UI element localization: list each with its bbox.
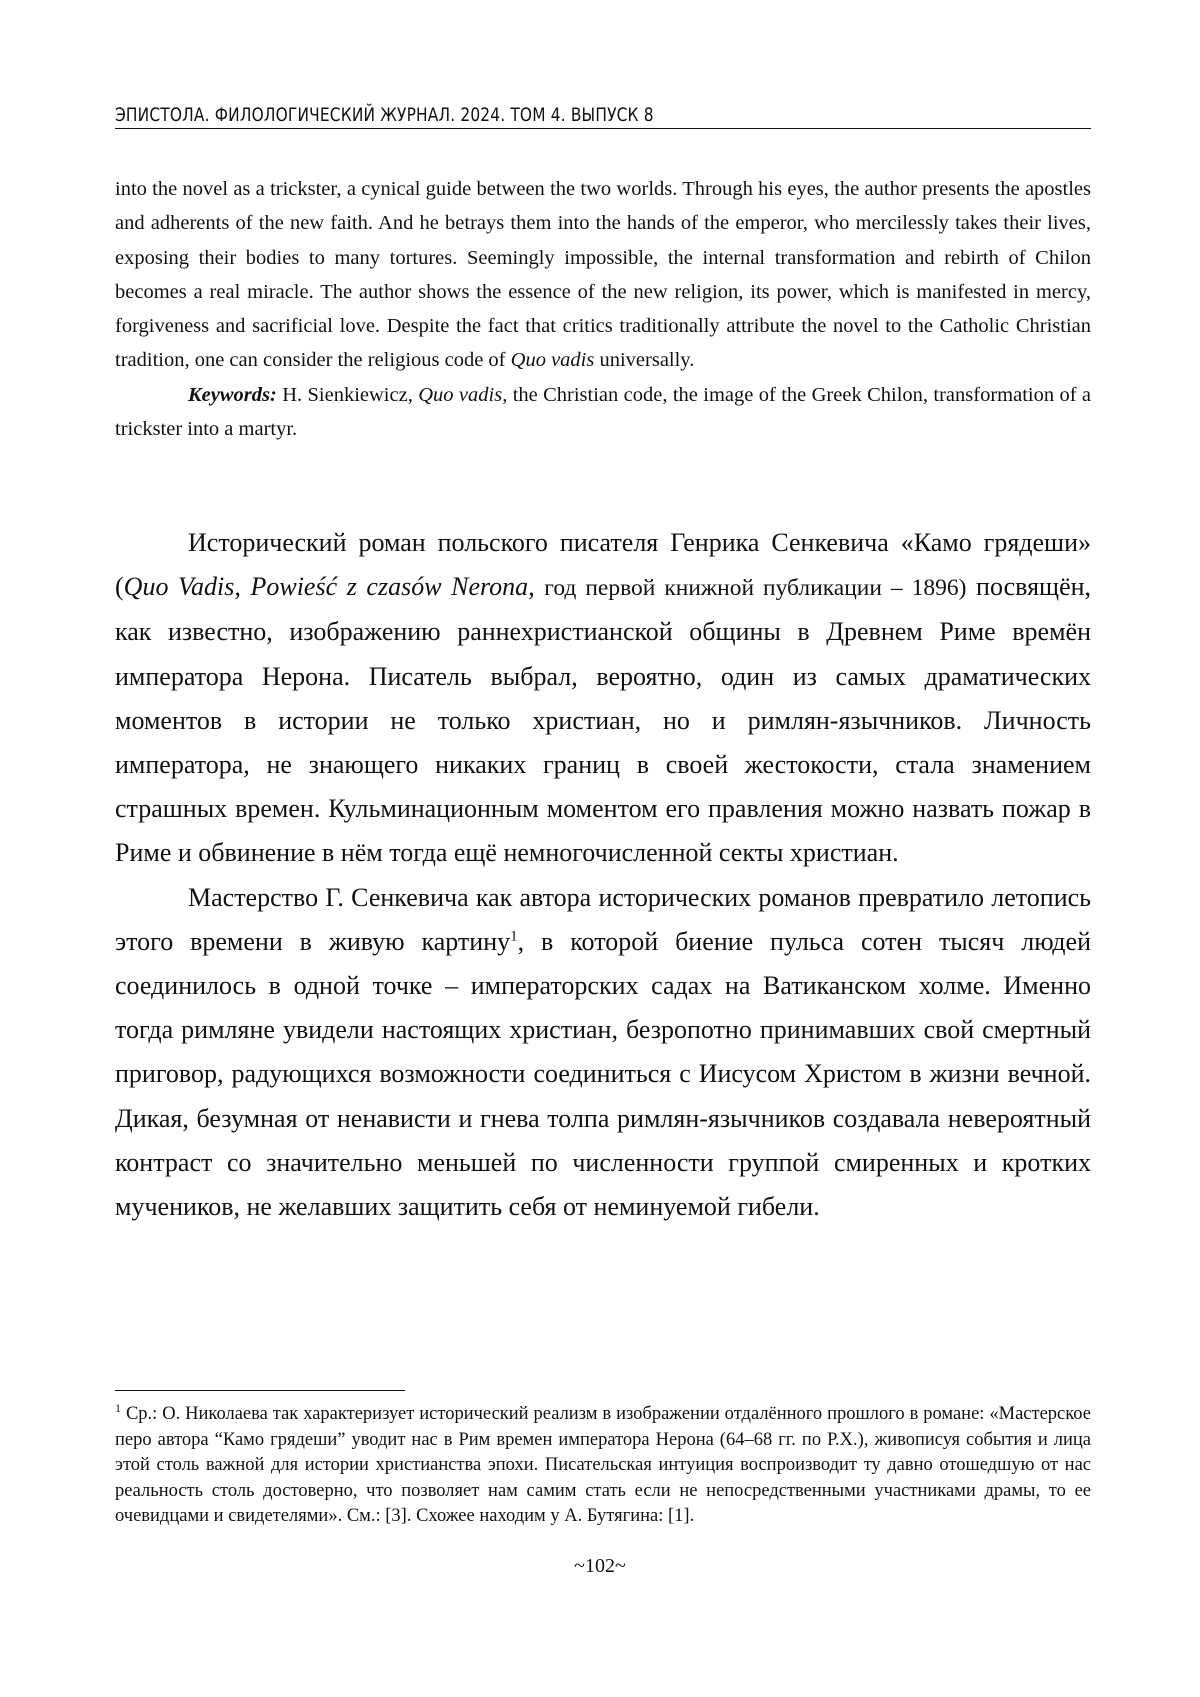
footnote xyxy=(115,1402,1091,1530)
body-paragraph-1: Исторический роман польского писателя Генрика Сенкевича «Камо грядеши» (Quo Vadis, Powieść z czasów Nerona, год первой книжной публикации – 1896) посвящён, как известно, изображению раннехристианской общины в Древнем Риме времён императора Нерона. Писатель выбрал, вероятно, один из самых драматических моментов в истории не только христиан, но и римлян-язычников. Личность императора, не знающего никаких границ в своей жестокости, стала знамением страшных времен. Кульминационным моментом его правления можно назвать пожар в Риме и обвинение в нём тогда ещё немногочисленной секты христиан. xyxy=(115,528,1092,868)
keywords-text: H. Sienkiewicz, Quo vadis, the Christian code, the image of the Greek Chilon, transformation of a trickster into a martyr. xyxy=(115,383,1092,441)
journal-running-title: ЭПИСТОЛА. ФИЛОЛОГИЧЕСКИЙ ЖУРНАЛ. 2024. ТОМ 4. ВЫПУСК 8 xyxy=(115,104,654,126)
footnote-1: $^1$ Ср.: О. Николаева так характеризует исторический реализм в изображении отдалённого прошлого в романе: «Мастерское перо автора “Камо грядеши” уводит нас в Рим времен императора Нерона (64–68 гг. по Р.Х.), живописуя события и лица этой столь важной для истории христианства эпохи. Писательская интуиция воспроизводит ту давно отошедшую от нас реальность столь достоверно, что позволяет нам самим стать если не непосредственными участниками драмы, то ее очевидцами и свидетелями». См.: [3]. Схожее находим у А. Бутягина: [1]. xyxy=(115,1400,1091,1527)
abstract-block xyxy=(115,172,1091,446)
page-number: ~102~ xyxy=(574,1555,626,1577)
abstract-paragraph: into the novel as a trickster, a cynical guide between the two worlds. Through his eyes, the author presents the apostles and adherents of the new faith. And he betrays them into the hands of the emperor, who mercilessly takes their lives, exposing their bodies to many tortures. Seemingly impossible, the internal transformation and rebirth of Chilon becomes a real miracle. The author shows the essence of the new religion, its power, which is manifested in mercy, forgiveness and sacrificial love. Despite the fact that critics traditionally attribute the novel to the Catholic Christian tradition, one can consider the religious code of Quo vadis universally. xyxy=(115,178,1091,372)
keywords-line xyxy=(115,378,1091,447)
main-text xyxy=(115,521,1091,1229)
body-paragraph-2: Мастерство Г. Сенкевича как автора исторических романов превратило летопись этого времени в живую картину$^1$, в которой биение пульса сотен тысяч людей соединилось в одной точке – императорских садах на Ватиканском холме. Именно тогда римляне увидели настоящих христиан, безропотно принимавших свой смертный приговор, радующихся возможности соединиться с Иисусом Христом в жизни вечной. Дикая, безумная от ненависти и гнева толпа римлян-язычников создавала невероятный контраст со значительно меньшей по численности группой смиренных и кротких мучеников, не желавших защитить себя от неминуемой гибели. xyxy=(115,882,1091,1222)
footnote-separator xyxy=(115,1390,405,1391)
keywords-label: Keywords: xyxy=(188,383,277,406)
running-head xyxy=(115,98,1091,129)
